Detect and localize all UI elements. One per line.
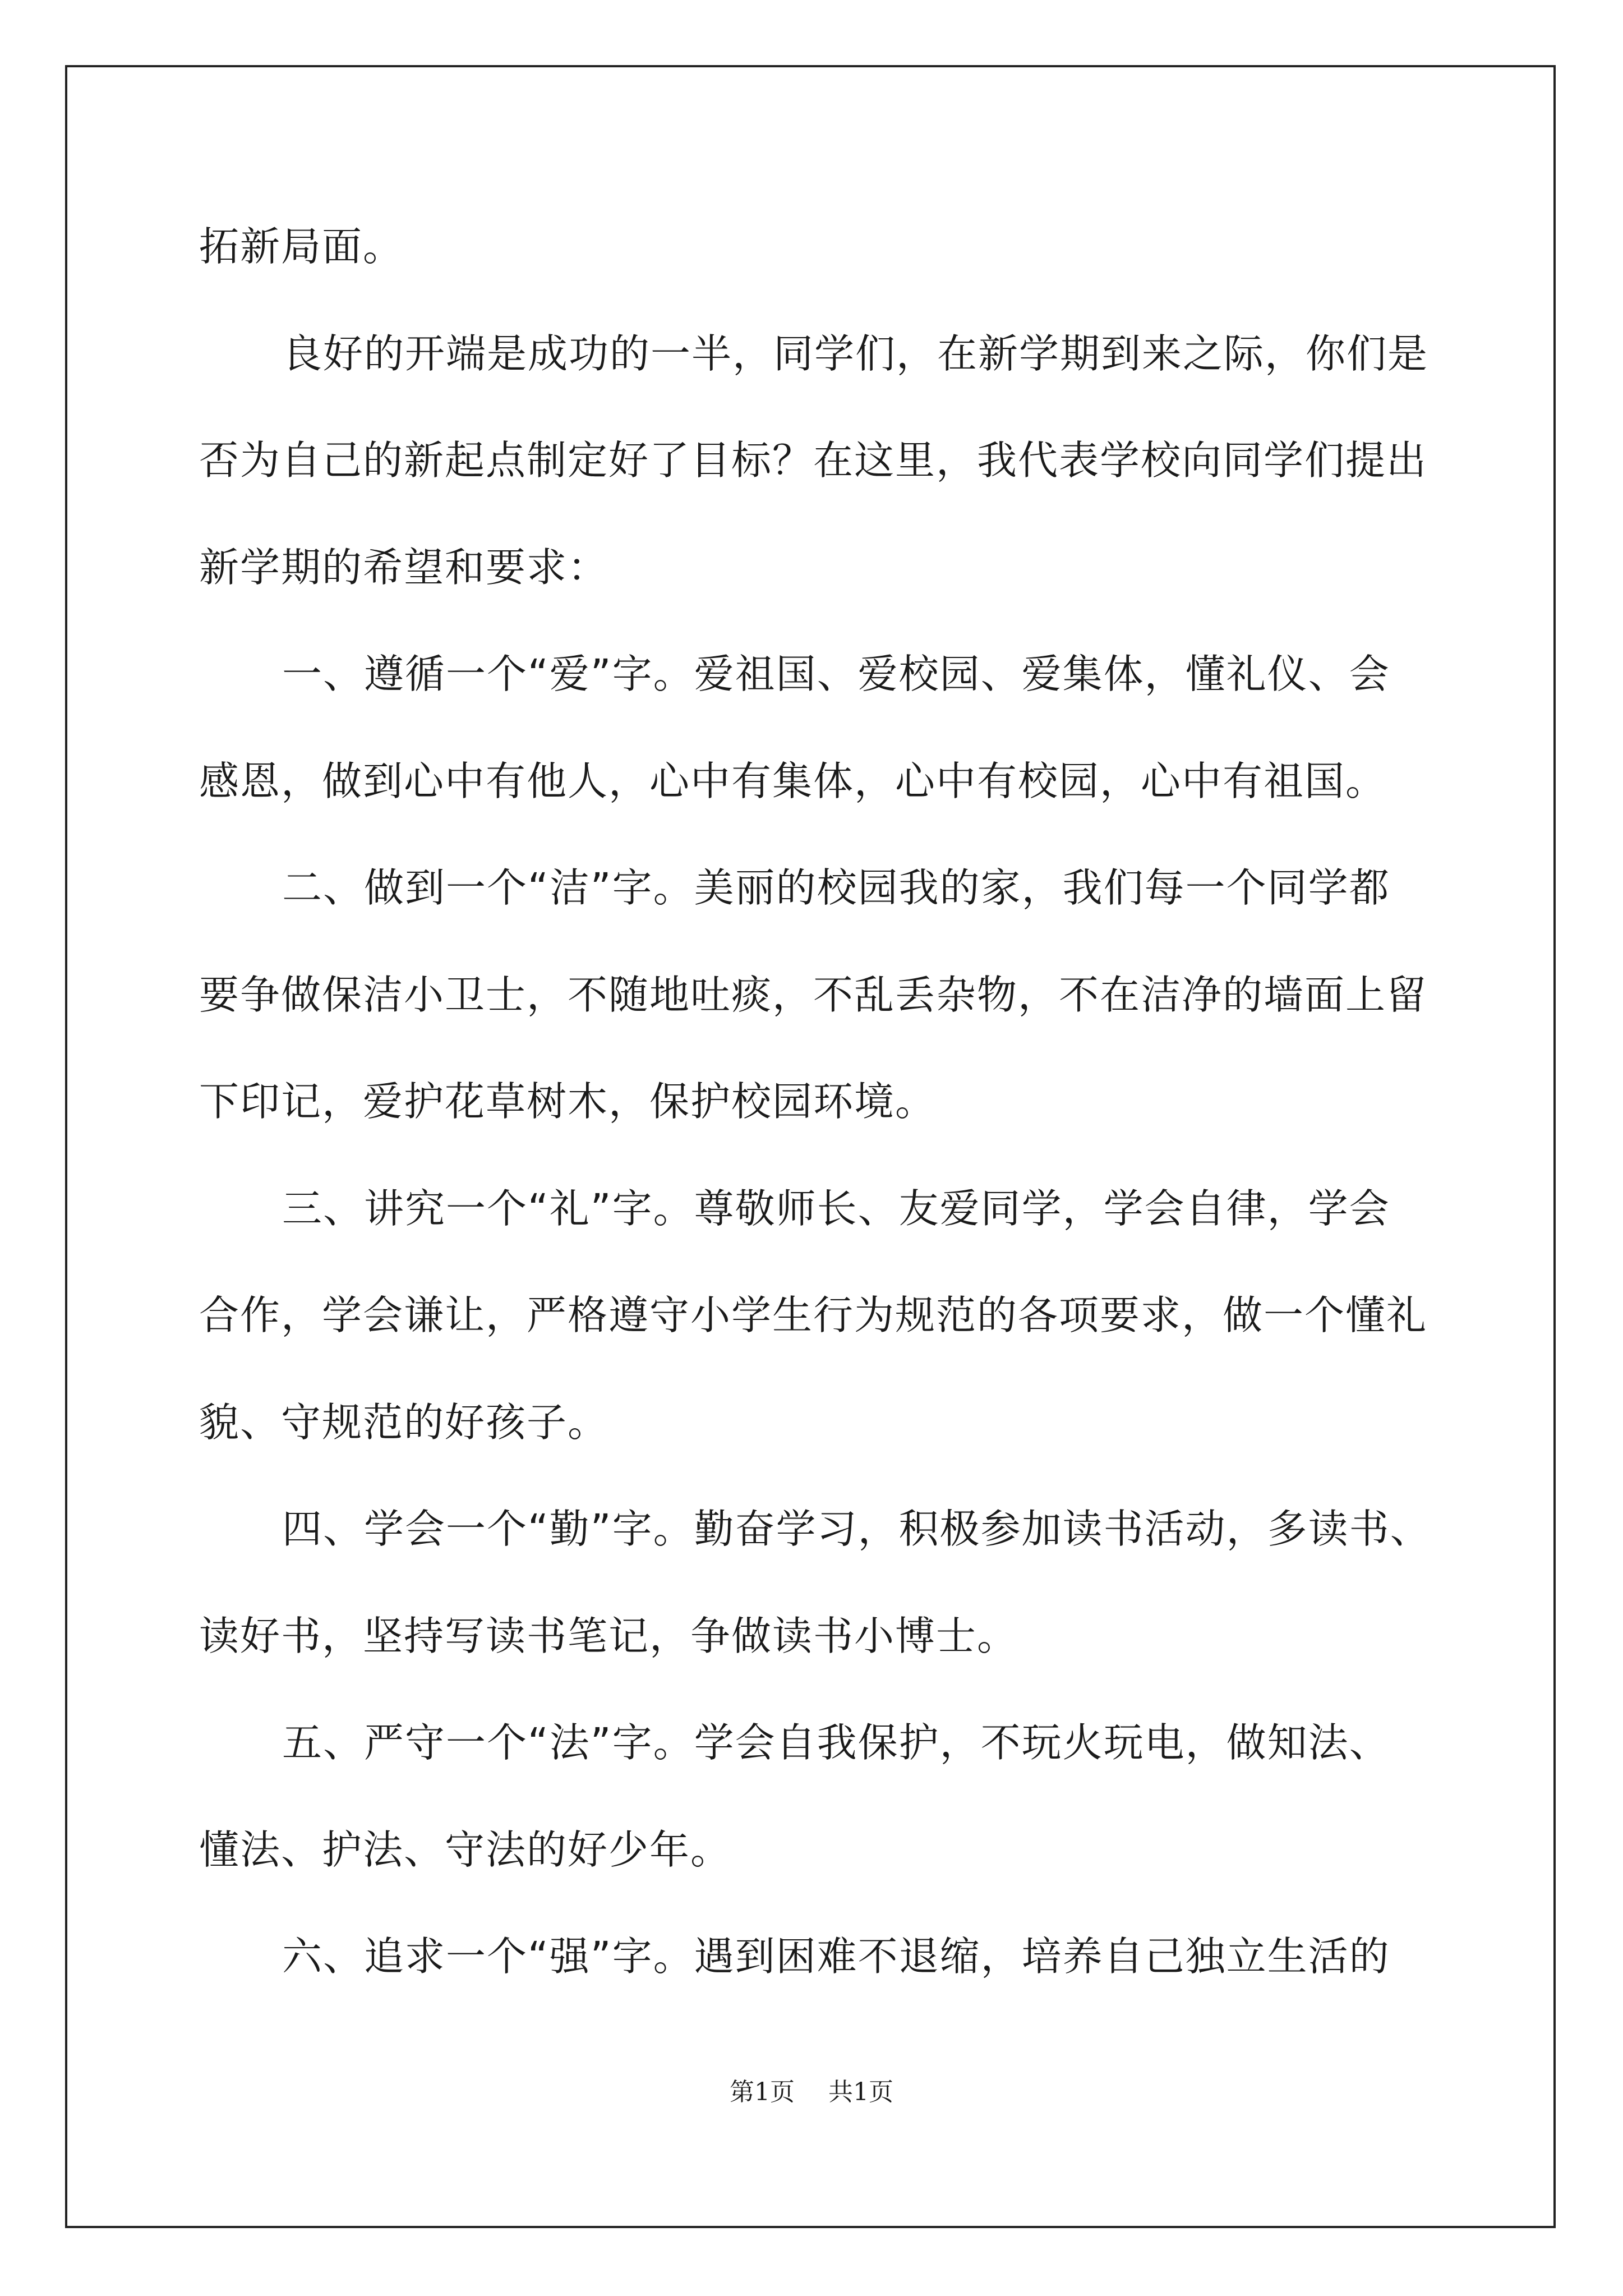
paragraph-line: 下印记，爱护花草树木，保护校园环境。 <box>199 1078 937 1125</box>
paragraph-line: 要争做保洁小卫士，不随地吐痰，不乱丢杂物，不在洁净的墙面上留 <box>199 971 1428 1018</box>
page-number-total: 共1页 <box>828 2078 893 2106</box>
paragraph-line: 六、追求一个“强”字。遇到困难不退缩，培养自己独立生活的 <box>282 1933 1390 1980</box>
paragraph-line: 二、做到一个“洁”字。美丽的校园我的家，我们每一个同学都 <box>282 864 1390 911</box>
paragraph-line: 一、遵循一个“爱”字。爱祖国、爱校园、爱集体，懂礼仪、会 <box>282 651 1390 697</box>
paragraph-line: 五、严守一个“法”字。学会自我保护，不玩火玩电，做知法、 <box>282 1719 1390 1766</box>
paragraph-line: 合作，学会谦让，严格遵守小学生行为规范的各项要求，做一个懂礼 <box>199 1292 1428 1338</box>
document-body <box>199 219 1455 2036</box>
paragraph-line: 四、学会一个“勤”字。勤奋学习，积极参加读书活动，多读书、 <box>282 1506 1431 1552</box>
paragraph-line: 拓新局面。 <box>199 223 404 270</box>
paragraph-line: 感恩，做到心中有他人，心中有集体，心中有校园，心中有祖国。 <box>199 757 1387 804</box>
paragraph-line: 否为自己的新起点制定好了目标？在这里，我代表学校向同学们提出 <box>199 437 1428 484</box>
paragraph-line: 懂法、护法、守法的好少年。 <box>199 1826 732 1873</box>
paragraph-line: 貌、守规范的好孩子。 <box>199 1398 609 1446</box>
paragraph-line: 三、讲究一个“礼”字。尊敬师长、友爱同学，学会自律，学会 <box>282 1185 1390 1232</box>
paragraph-line: 读好书，坚持写读书笔记，争做读书小博士。 <box>199 1612 1018 1659</box>
page-footer <box>0 2076 1623 2109</box>
page-number-current: 第1页 <box>730 2078 795 2106</box>
paragraph-line: 新学期的希望和要求： <box>199 544 609 591</box>
paragraph-line: 良好的开端是成功的一半，同学们，在新学期到来之际，你们是 <box>282 330 1429 377</box>
